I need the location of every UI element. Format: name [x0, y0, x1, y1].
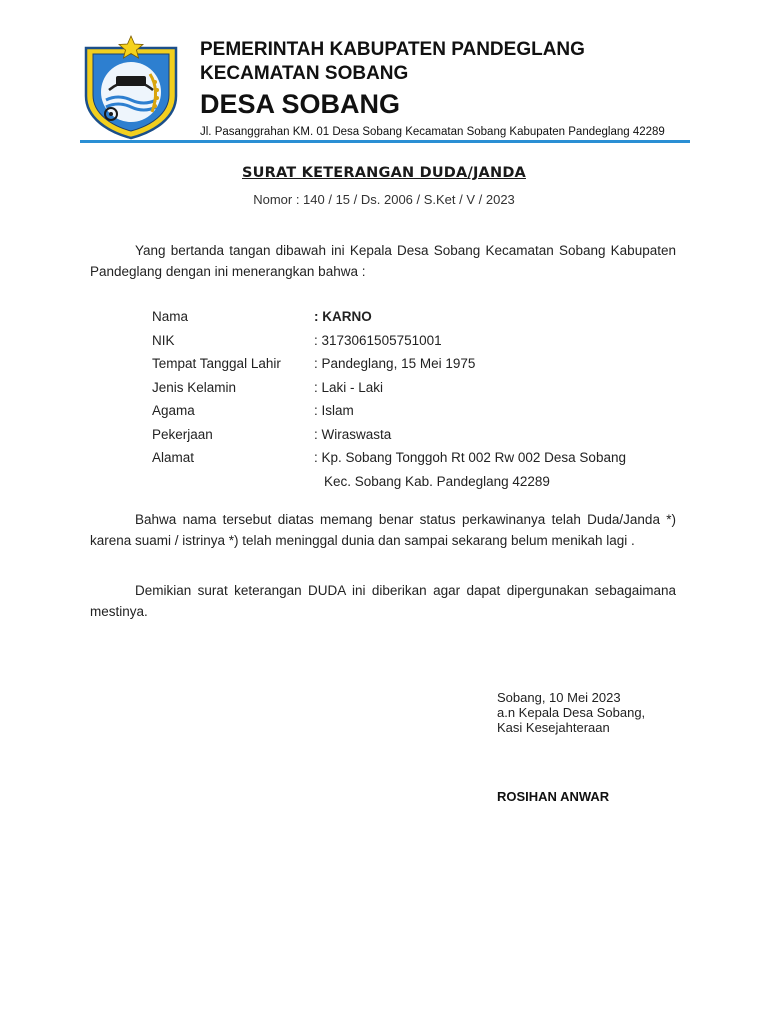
- regency-crest-icon: [78, 34, 184, 140]
- signature-block: [497, 690, 645, 735]
- letterhead-government: PEMERINTAH KABUPATEN PANDEGLANG: [200, 39, 585, 60]
- field-value: : 3173061505751001: [314, 332, 442, 348]
- signatory-name: ROSIHAN ANWAR: [497, 789, 610, 804]
- document-title: [0, 164, 768, 182]
- field-value: : KARNO: [314, 309, 372, 324]
- field-label: Alamat: [152, 450, 195, 465]
- field-label: Pekerjaan: [152, 426, 213, 442]
- field-value: : Pandeglang, 15 Mei 1975: [314, 356, 476, 371]
- letterhead-address: Jl. Pasanggrahan KM. 01 Desa Sobang Kecamatan Sobang Kabupaten Pandeglang 42289: [200, 126, 665, 138]
- field-value: : Kp. Sobang Tonggoh Rt 002 Rw 002 Desa Sobang: [314, 450, 626, 465]
- field-value: : Wiraswasta: [314, 426, 392, 442]
- field-label: Nama: [152, 309, 189, 324]
- letterhead-district: KECAMATAN SOBANG: [200, 63, 409, 84]
- statement-paragraph: Bahwa nama tersebut diatas memang benar status perkawinanya telah Duda/Janda *) karena suami / istrinya *) telah meninggal dunia dan sampai sekarang belum menikah lagi .: [90, 512, 676, 548]
- field-value: : Islam: [314, 403, 354, 418]
- field-value: : Laki - Laki: [314, 379, 384, 395]
- signature-position: Kasi Kesejahteraan: [497, 720, 610, 735]
- field-label: NIK: [152, 332, 175, 348]
- address-continuation: Kec. Sobang Kab. Pandeglang 42289: [324, 473, 550, 489]
- letterhead-divider: [80, 140, 690, 143]
- field-label: Jenis Kelamin: [152, 379, 237, 395]
- document-number: Nomor : 140 / 15 / Ds. 2006 / S.Ket / V / 2023: [253, 192, 515, 207]
- closing-paragraph: Demikian surat keterangan DUDA ini diberikan agar dapat dipergunakan sebagaimana mestinya.: [90, 583, 676, 619]
- field-label: Agama: [152, 403, 195, 418]
- signature-on-behalf: a.n Kepala Desa Sobang,: [497, 705, 646, 720]
- document-title-text: SURAT KETERANGAN DUDA/JANDA: [242, 165, 526, 181]
- letterhead: [200, 38, 700, 140]
- intro-paragraph: Yang bertanda tangan dibawah ini Kepala Desa Sobang Kecamatan Sobang Kabupaten Pandeglang dengan ini menerangkan bahwa :: [90, 243, 676, 279]
- letterhead-village: DESA SOBANG: [200, 89, 401, 119]
- signature-place-date: Sobang, 10 Mei 2023: [497, 690, 621, 705]
- field-label: Tempat Tanggal Lahir: [152, 356, 281, 371]
